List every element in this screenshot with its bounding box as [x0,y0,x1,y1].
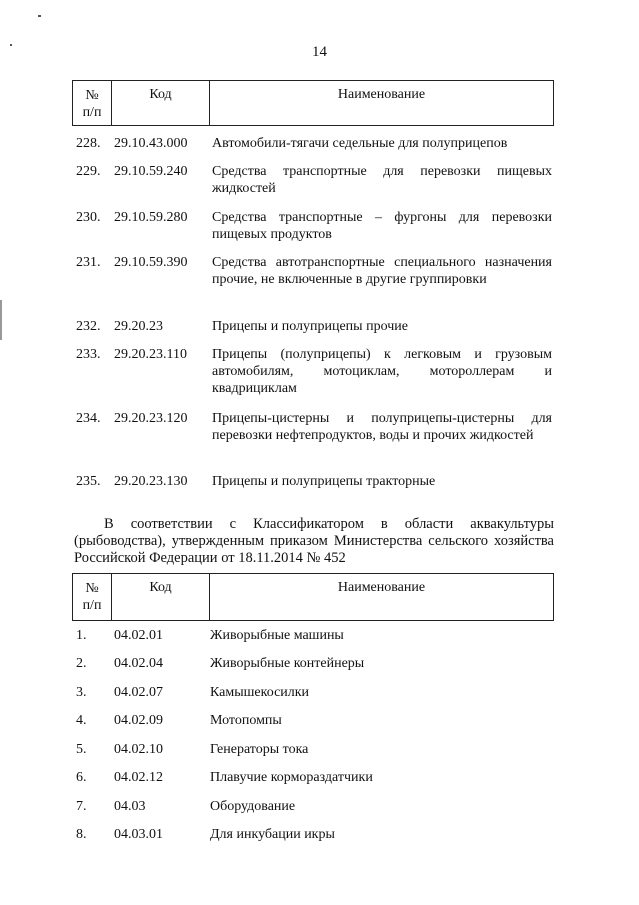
row-num: 233. [76,347,101,362]
row-code: 29.20.23.110 [114,347,187,362]
row-code: 29.20.23.120 [114,411,188,426]
row-code: 04.03 [114,799,146,814]
row-num: 1. [76,628,87,643]
scan-speck [0,300,2,340]
row-num: 232. [76,319,101,334]
row-code: 29.10.43.000 [114,136,188,151]
row-name: Средства транспортные для перевозки пищевых жидкостей [212,164,552,196]
row-name: Для инкубации икры [210,827,335,842]
row-name: Прицепы (полуприцепы) к легковым и грузовым автомобилям, мотоциклам, мотороллерам и квадрициклам [212,347,552,396]
classifier-paragraph: В соответствии с Классификатором в области аквакультуры (рыбоводства), утвержденным приказом Министерства сельского хозяйства Российской Федерации от 18.11.2014 № 452 [74,516,554,566]
row-name: Камышекосилки [210,685,310,700]
row-code: 29.10.59.280 [114,210,188,225]
row-code: 04.02.01 [114,628,163,643]
row-num: 231. [76,255,101,270]
row-code: 04.03.01 [114,827,163,842]
row-num: 230. [76,210,101,225]
row-name: Мотопомпы [210,713,282,728]
row-code: 04.02.07 [114,685,163,700]
row-num: 4. [76,713,87,728]
row-num: 234. [76,411,101,426]
row-num: 228. [76,136,101,151]
row-code: 29.20.23.130 [114,474,188,489]
row-code: 29.20.23 [114,319,163,334]
header-num: № п/п [73,81,112,125]
row-name: Прицепы и полуприцепы тракторные [212,474,436,489]
header-name: Наименование [337,580,426,595]
row-name: Генераторы тока [210,742,309,757]
row-name: Прицепы и полуприцепы прочие [212,319,408,334]
row-num: 229. [76,164,101,179]
header-code: Код [112,81,210,125]
row-code: 04.02.04 [114,656,163,671]
row-num: 5. [76,742,87,757]
row-num: 2. [76,656,87,671]
row-code: 04.02.09 [114,713,163,728]
row-name: Живорыбные машины [210,628,344,643]
scan-speck [38,15,41,17]
row-code: 29.10.59.240 [114,164,188,179]
row-name: Живорыбные контейнеры [210,656,365,671]
header-num: № п/п [73,574,112,620]
row-name: Оборудование [210,799,296,814]
row-num: 8. [76,827,87,842]
row-name: Средства транспортные – фургоны для перевозки пищевых продуктов [212,210,552,242]
table1-header [72,80,554,126]
row-code: 04.02.12 [114,770,163,785]
row-num: 235. [76,474,101,489]
row-num: 3. [76,685,87,700]
row-code: 04.02.10 [114,742,163,757]
row-num: 6. [76,770,87,785]
row-name: Прицепы-цистерны и полуприцепы-цистерны для перевозки нефтепродуктов, воды и прочих жидкостей [212,411,552,443]
page-number: 14 [312,44,327,60]
row-name: Плавучие кормораздатчики [210,770,373,785]
header-name: Наименование [337,87,426,102]
row-name: Средства автотранспортные специального назначения прочие, не включенные в другие группировки [212,255,552,287]
row-num: 7. [76,799,87,814]
table2-header [72,573,554,621]
header-code: Код [112,574,210,620]
row-name: Автомобили-тягачи седельные для полуприцепов [212,136,508,151]
row-code: 29.10.59.390 [114,255,188,270]
